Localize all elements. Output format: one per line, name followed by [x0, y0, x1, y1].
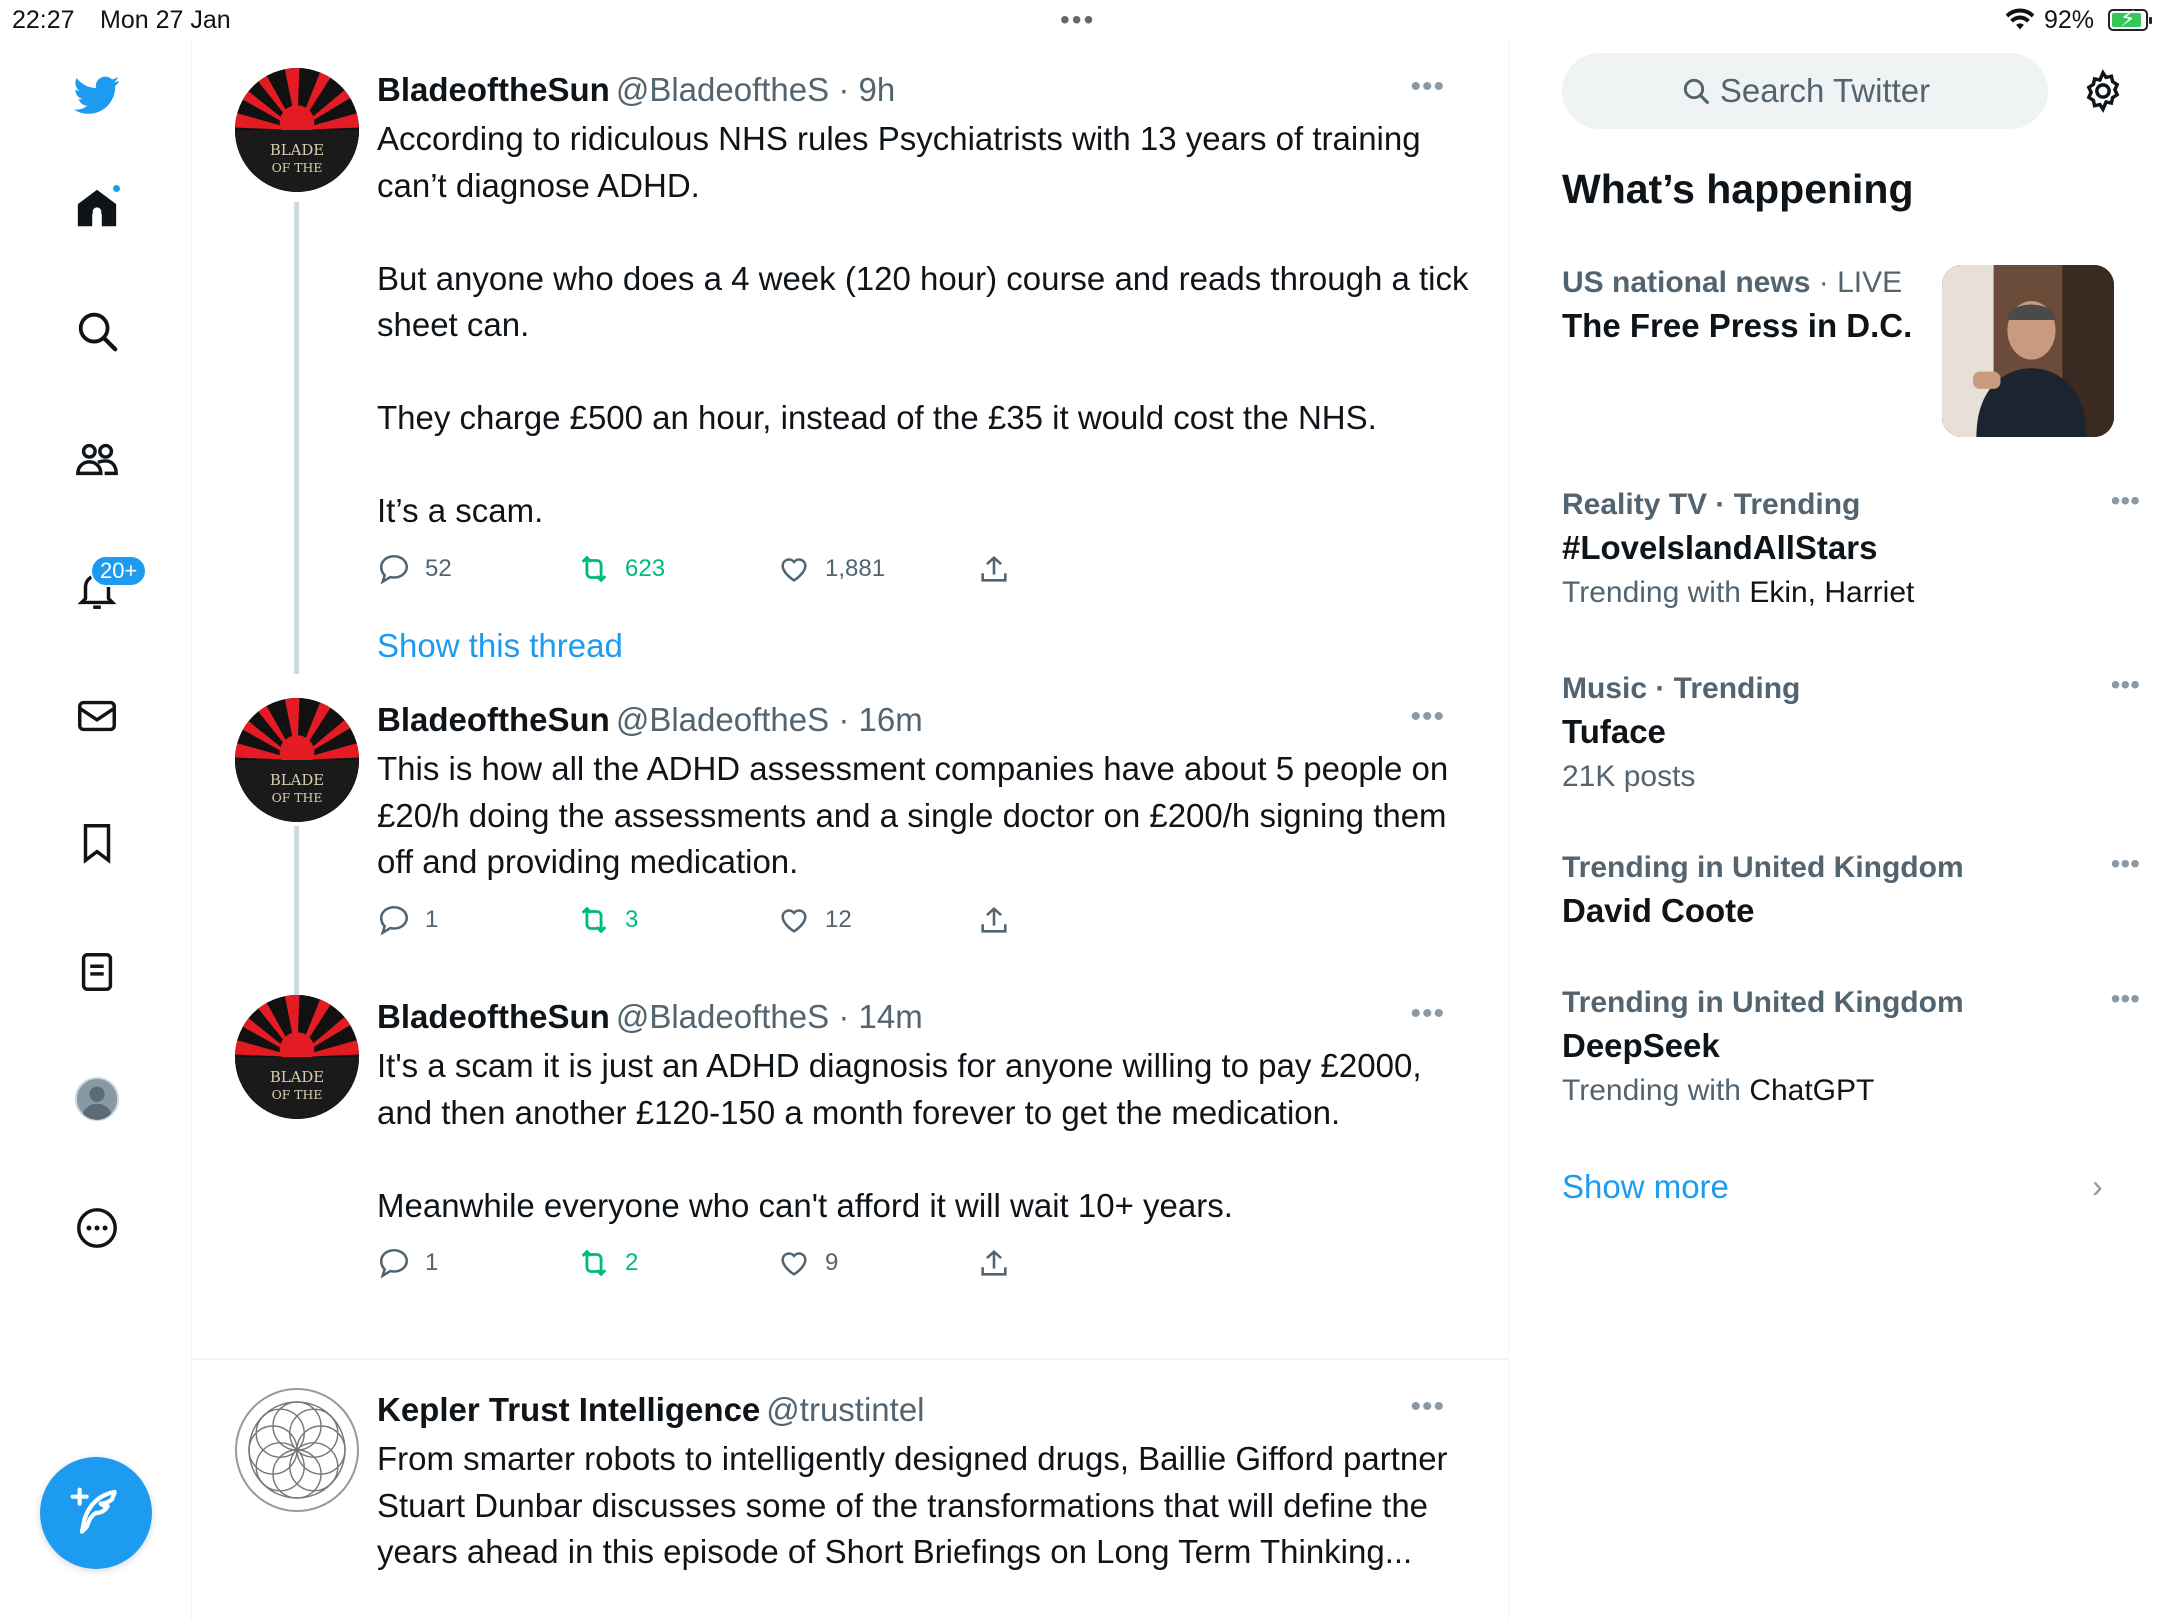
news-thumbnail[interactable] — [1942, 265, 2114, 437]
search-icon — [1680, 75, 1712, 107]
retweet-icon — [577, 552, 611, 586]
like-button[interactable]: 1,881 — [777, 549, 885, 589]
tweet-more-icon[interactable]: ••• — [1410, 1390, 1445, 1423]
avatar[interactable] — [235, 1388, 359, 1512]
search-input[interactable] — [1562, 53, 2048, 129]
trend-item[interactable]: US national news · LIVE The Free Press in D.C. — [1562, 263, 2122, 349]
tweet-time[interactable]: 9h — [858, 71, 896, 108]
share-button[interactable] — [977, 1243, 1025, 1283]
tweet-text: This is how all the ADHD assessment companies have about 5 people on £20/h doing the assessments and a single doctor on £200/h signing them off and providing medication. — [377, 750, 1458, 880]
author-handle[interactable]: @BladeoftheS — [615, 998, 830, 1035]
side-navigation — [0, 40, 192, 1620]
trend-item[interactable]: Trending in United Kingdom DeepSeek Trending with ChatGPT ••• — [1562, 983, 2140, 1107]
trend-item[interactable]: Trending in United Kingdom David Coote ••• — [1562, 848, 2122, 934]
svg-text:BLADE: BLADE — [269, 770, 325, 789]
people-icon[interactable] — [62, 424, 132, 494]
show-thread-link[interactable]: Show this thread — [377, 626, 623, 664]
trend-more-icon[interactable]: ••• — [2110, 485, 2140, 516]
share-icon — [977, 903, 1011, 937]
tweet-text: From smarter robots to intelligently designed drugs, Baillie Gifford partner Stuart Dunbar discusses some of the transformations that will define the years ahead in this episode of Short Briefings on Long Term Thinking... — [377, 1440, 1457, 1570]
multitask-dots-icon[interactable]: ••• — [1060, 4, 1096, 35]
avatar[interactable] — [235, 995, 359, 1119]
bell-icon[interactable] — [62, 554, 138, 624]
trend-item[interactable]: Music · Trending Tuface 21K posts ••• — [1562, 669, 2140, 793]
home-timeline[interactable] — [193, 40, 1509, 1620]
author-handle[interactable]: @BladeoftheS — [615, 71, 830, 108]
tweet-actions — [377, 549, 1477, 589]
share-icon — [977, 552, 1011, 586]
tweet-header: BladeoftheSun @BladeoftheS · 14m — [377, 998, 923, 1035]
tweet-more-icon[interactable]: ••• — [1410, 997, 1445, 1030]
home-new-dot — [111, 183, 122, 194]
tweet-body — [377, 700, 1477, 940]
like-button[interactable]: 9 — [777, 1243, 838, 1283]
share-button[interactable] — [977, 900, 1025, 940]
heart-icon — [777, 1246, 811, 1280]
battery-percentage: 92% — [2044, 6, 2095, 34]
wifi-icon — [2004, 6, 2036, 39]
tweet-text: According to ridiculous NHS rules Psychiatrists with 13 years of training can’t diagnose ADHD. But anyone who does a 4 week (120 hour) course and reads through a tick sheet can. They charge £500 an hour, instead of the £35 it would cost the NHS. It’s a scam. — [377, 120, 1469, 529]
tweet-divider — [193, 1358, 1509, 1360]
more-circle-icon[interactable] — [62, 1193, 132, 1263]
retweet-button[interactable]: 623 — [577, 549, 665, 589]
svg-text:BLADE: BLADE — [269, 1067, 325, 1086]
tweet-actions — [377, 1243, 1477, 1283]
whats-happening-heading: What’s happening — [1562, 166, 1914, 212]
retweet-icon — [577, 903, 611, 937]
tweet-more-icon[interactable]: ••• — [1410, 700, 1445, 733]
avatar-icon[interactable] — [62, 1064, 132, 1134]
gear-icon[interactable] — [2080, 68, 2126, 114]
home-icon[interactable] — [62, 173, 132, 243]
tweet-time[interactable]: 14m — [858, 998, 923, 1035]
tweet-actions — [377, 900, 1477, 940]
tweet-header: BladeoftheSun @BladeoftheS · 16m — [377, 701, 923, 738]
envelope-icon[interactable] — [62, 681, 132, 751]
trend-title: #LoveIslandAllStars — [1562, 529, 1878, 566]
trend-more-icon[interactable]: ••• — [2110, 983, 2140, 1014]
retweet-button[interactable]: 3 — [577, 900, 638, 940]
notifications-badge: 20+ — [90, 555, 147, 587]
trend-title: David Coote — [1562, 892, 1755, 929]
status-bar — [0, 0, 2160, 40]
share-button[interactable] — [977, 549, 1025, 589]
svg-text:OF THE: OF THE — [271, 1087, 323, 1103]
svg-text:OF THE: OF THE — [271, 790, 323, 806]
battery-icon: ⚡ — [2108, 9, 2148, 31]
author-name[interactable]: BladeoftheSun — [377, 71, 610, 108]
trend-item[interactable]: Reality TV · Trending #LoveIslandAllStars Trending with Ekin, Harriet ••• — [1562, 485, 2140, 609]
thread-line — [294, 826, 299, 1014]
trend-more-icon[interactable]: ••• — [2110, 848, 2140, 879]
compose-button[interactable] — [40, 1457, 152, 1569]
author-handle[interactable]: @BladeoftheS — [615, 701, 830, 738]
retweet-button[interactable]: 2 — [577, 1243, 638, 1283]
reply-icon — [377, 1246, 411, 1280]
twitter-bird-icon[interactable] — [62, 60, 132, 130]
like-button[interactable]: 12 — [777, 900, 852, 940]
list-icon[interactable] — [62, 937, 132, 1007]
tweet-more-icon[interactable]: ••• — [1410, 70, 1445, 103]
status-date: Mon 27 Jan — [100, 6, 231, 34]
tweet-body — [377, 70, 1477, 665]
bookmark-icon[interactable] — [62, 808, 132, 878]
share-icon — [977, 1246, 1011, 1280]
heart-icon — [777, 903, 811, 937]
author-name[interactable]: BladeoftheSun — [377, 701, 610, 738]
trend-title: The Free Press in D.C. — [1562, 307, 1913, 344]
chevron-right-icon[interactable]: › — [2092, 1168, 2103, 1204]
tweet-body — [377, 1390, 1477, 1576]
tweet-body — [377, 997, 1477, 1283]
tweet-text: It's a scam it is just an ADHD diagnosis for anyone willing to pay £2000, and then another £120-150 a month forever to get the medication. Meanwhile everyone who can't afford it will wait 10+ years. — [377, 1047, 1422, 1224]
avatar[interactable] — [235, 698, 359, 822]
search-placeholder: Search Twitter — [1719, 72, 1931, 109]
reply-button[interactable]: 1 — [377, 1243, 438, 1283]
tweet-time[interactable]: 16m — [858, 701, 923, 738]
search-icon[interactable] — [62, 296, 132, 366]
show-more-link[interactable]: Show more — [1562, 1168, 1729, 1205]
reply-icon — [377, 552, 411, 586]
trend-more-icon[interactable]: ••• — [2110, 669, 2140, 700]
thread-line — [294, 202, 299, 674]
reply-button[interactable]: 1 — [377, 900, 438, 940]
heart-icon — [777, 552, 811, 586]
trend-title: Tuface — [1562, 713, 1666, 750]
tweet-header: BladeoftheSun @BladeoftheS · 9h — [377, 71, 896, 108]
svg-text:BLADE: BLADE — [269, 140, 325, 159]
svg-text:OF THE: OF THE — [271, 160, 323, 176]
author-name[interactable]: BladeoftheSun — [377, 998, 610, 1035]
author-name[interactable]: Kepler Trust Intelligence — [377, 1391, 761, 1428]
trend-title: DeepSeek — [1562, 1027, 1720, 1064]
reply-icon — [377, 903, 411, 937]
compose-icon — [68, 1485, 124, 1541]
author-handle[interactable]: @trustintel — [766, 1391, 925, 1428]
retweet-icon — [577, 1246, 611, 1280]
status-time: 22:27 — [12, 6, 75, 34]
avatar[interactable] — [235, 68, 359, 192]
tweet-header — [377, 1390, 1477, 1430]
reply-button[interactable]: 52 — [377, 549, 452, 589]
